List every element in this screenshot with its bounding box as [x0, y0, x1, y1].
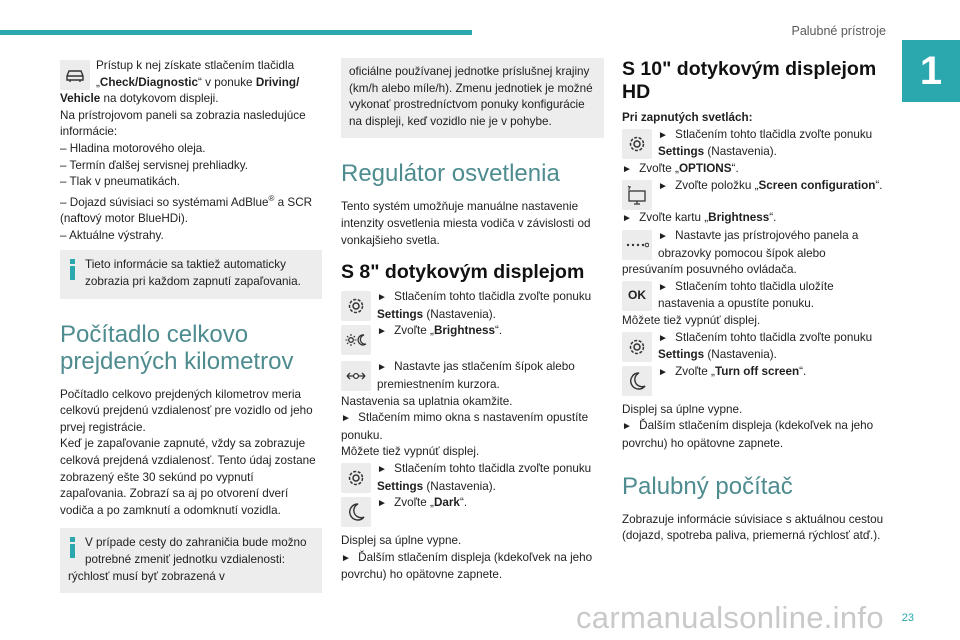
step-screen-config: ► Zvoľte položku „Screen configuration“.: [622, 178, 884, 210]
step-brightness: ► Zvoľte „Brightness“.: [341, 323, 604, 355]
text-line: ► Stlačením mimo okna s nastavením opustíte ponuku.: [341, 411, 589, 442]
text-line: Môžete tiež vypnúť displej.: [622, 313, 761, 327]
gear-icon: [622, 332, 652, 362]
step-settings: ► Stlačením tohto tlačidla zvoľte ponuku Settings (Nastavenia).: [341, 461, 604, 495]
info-note-continued: oficiálne používanej jednotke príslušnej krajiny (km/h alebo míle/h). Zmenu jednotiek je možné vykonať prostredníctvom ponuky konfigurácie na displeji, keď vozidlo nie je v pohybe.: [341, 58, 604, 138]
chapter-tab: 1: [902, 40, 960, 102]
moon-icon: [341, 497, 371, 527]
info-line: – Hladina motorového oleja.: [60, 141, 206, 155]
section-heading-trip-computer: Palubný počítač: [622, 472, 793, 500]
info-line: – Tlak v pneumatikách.: [60, 175, 180, 189]
odometer-paragraph: Keď je zapaľovanie zapnuté, vždy sa zobrazuje celková prejdená vzdialenosť. Tento údaj zostane zobrazený ešte 30 sekúnd po vypnutí zapaľovania. Zobrazí sa aj po otvorení dverí vodiča a po zamknutí a odomknutí vozidla.: [60, 437, 316, 517]
page-header-title: Palubné prístroje: [791, 24, 886, 38]
trip-computer-paragraph: Zobrazuje informácie súvisiace s aktuálnou cestou (dojazd, spotreba paliva, priemerná rýchlosť atď.).: [622, 512, 884, 543]
monitor-sun-icon: [622, 180, 652, 210]
section-heading-dimmer: Regulátor osvetlenia: [341, 160, 560, 188]
column-3: [622, 58, 884, 545]
step-dark: ► Zvoľte „Dark“.: [341, 495, 604, 527]
header-accent-bar: [0, 30, 472, 35]
text-line: Displej sa úplne vypne.: [341, 534, 462, 548]
text-line: ► Zvoľte „OPTIONS“.: [622, 161, 739, 175]
subheading-10inch: S 10" dotykovým displejom HD: [622, 58, 877, 103]
intro-paragraph: Prístup k nej získate stlačením tlačidla „Check/Diagnostic“ v ponuke Driving/ Vehicle na dotykovom displeji.: [60, 59, 300, 106]
info-line: Na prístrojovom paneli sa zobrazia nasledujúce informácie:: [60, 108, 306, 139]
ok-button-icon: OK: [622, 281, 652, 311]
text-line: ► Ďalším stlačením displeja (kdekoľvek na jeho povrchu) ho opätovne zapnete.: [341, 550, 593, 582]
moon-icon: [622, 366, 652, 396]
dimmer-paragraph: Tento systém umožňuje manuálne nastavenie intenzity osvetlenia miesta vodiča v závislosti od vonkajšieho svetla.: [341, 200, 591, 247]
car-diagnostic-row: [60, 58, 322, 108]
step-settings: ► Stlačením tohto tlačidla zvoľte ponuku Settings (Nastavenia).: [622, 330, 884, 364]
section-heading-odometer: Počítadlo celkovo prejdených kilometrov: [60, 320, 294, 375]
info-line: – Termín ďalšej servisnej prehliadky.: [60, 158, 248, 172]
adblue-line: – Dojazd súvisiaci so systémami AdBlue® a SCR (naftový motor BlueHDi).: [60, 193, 313, 226]
slider-icon: [341, 361, 371, 391]
info-note: V prípade cesty do zahraničia bude možno potrebné zmeniť jednotku vzdialenosti: rýchlosť musí byť zobrazená v: [60, 528, 322, 593]
watermark: carmanualsonline.info: [576, 600, 884, 635]
gear-icon: [341, 463, 371, 493]
subheading-8inch: S 8" dotykovým displejom: [341, 261, 585, 284]
info-line: – Aktuálne výstrahy.: [60, 228, 164, 242]
step-ok: OK ► Stlačením tohto tlačidla uložíte nastavenia a opustíte ponuku.: [622, 279, 884, 313]
car-icon: [60, 60, 90, 90]
column-1: [60, 58, 322, 593]
column-2: [341, 58, 604, 584]
step-settings: ► Stlačením tohto tlačidla zvoľte ponuku Settings (Nastavenia).: [341, 289, 604, 323]
page-number: 23: [901, 612, 914, 624]
step-slider: ► Nastavte jas stlačením šípok alebo premiestnením kurzora.: [341, 359, 604, 393]
text-line: ► Ďalším stlačením displeja (kdekoľvek na jeho povrchu) ho opätovne zapnete.: [622, 419, 874, 450]
text-line: Displej sa úplne vypne.: [622, 402, 743, 416]
text-line: Nastavenia sa uplatnia okamžite.: [341, 394, 513, 408]
gear-icon: [341, 291, 371, 321]
gear-icon: [622, 129, 652, 159]
sun-moon-icon: [341, 325, 371, 355]
step-turn-off: ► Zvoľte „Turn off screen“.: [622, 364, 884, 396]
step-adjust: ► Nastavte jas prístrojového panela a obrazovky pomocou šípok alebo presúvaním posuvného ovládača.: [622, 228, 859, 277]
text-line: ► Zvoľte kartu „Brightness“.: [622, 211, 777, 225]
text-line: Môžete tiež vypnúť displej.: [341, 445, 480, 459]
info-icon: [70, 259, 75, 280]
lights-on-subheading: Pri zapnutých svetlách:: [622, 111, 753, 124]
info-note: Tieto informácie sa taktiež automaticky zobrazia pri každom zapnutí zapaľovania.: [60, 250, 322, 298]
odometer-paragraph: Počítadlo celkovo prejdených kilometrov meria celkovú prejdenú vzdialenosť pre vozidlo od jeho prvej registrácie.: [60, 387, 313, 434]
dots-slider-icon: [622, 230, 652, 260]
step-settings: ► Stlačením tohto tlačidla zvoľte ponuku Settings (Nastavenia).: [622, 127, 884, 161]
info-icon: [70, 537, 75, 558]
